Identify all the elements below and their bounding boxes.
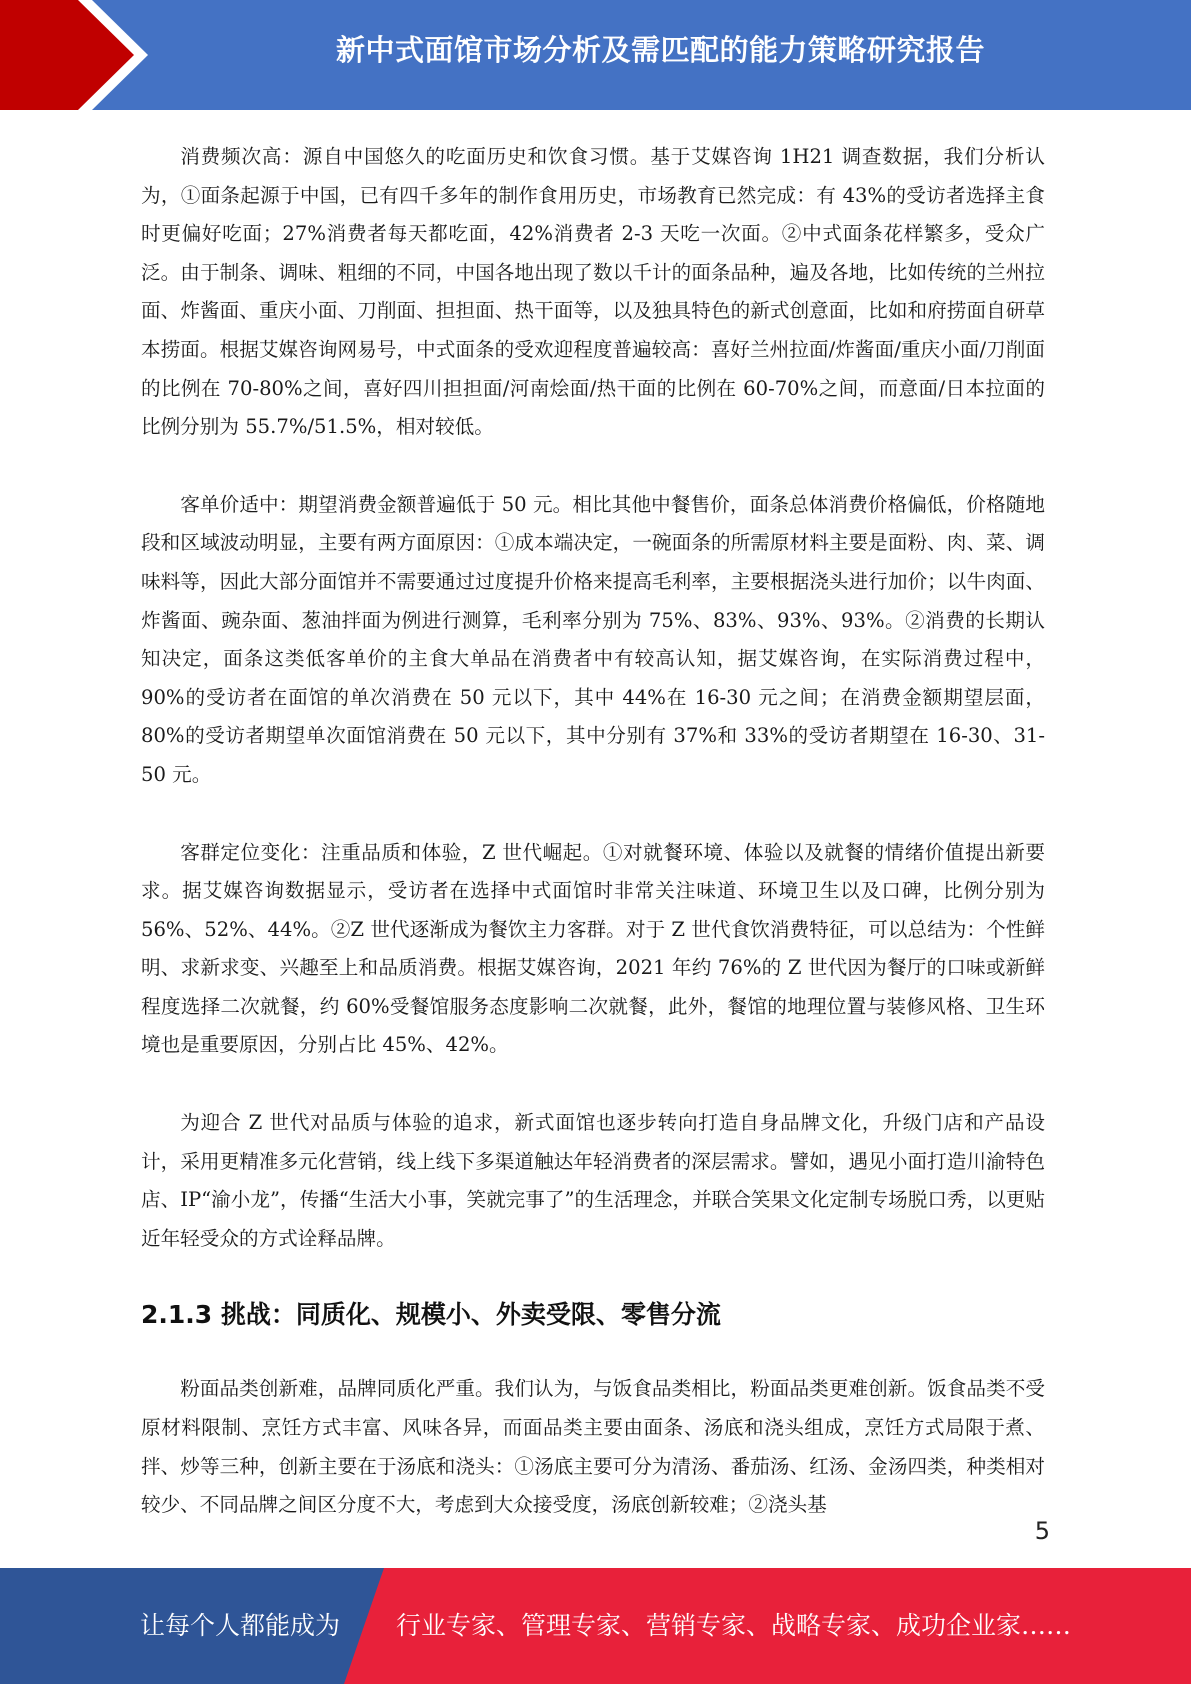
paragraph-average-ticket: 客单价适中：期望消费金额普遍低于 50 元。相比其他中餐售价，面条总体消费价格偏低，价格随地段和区域波动明显，主要有两方面原因：①成本端决定，一碗面条的所需原材料主要是面粉、肉、菜、调味料等，因此大部分面馆并不需要通过过度提升价格来提高毛利率，主要根据浇头进行加价；以牛肉面、炸酱面、豌杂面、葱油拌面为例进行测算，毛利率分别为 75%、83%、93%、93%。②消费的长期认知决定，面条这类低客单价的主食大单品在消费者中有较高认知，据艾媒咨询，在实际消费过程中，90%的受访者在面馆的单次消费在 50 元以下，其中 44%在 16-30 元之间；在消费金额期望层面，80%的受访者期望单次面馆消费在 50 元以下，其中分别有 37%和 33%的受访者期望在 16-30、31-50 元。 bbox=[141, 492, 1045, 786]
footer-slogan-left: 让每个人都能成为 bbox=[140, 1611, 341, 1640]
page-footer bbox=[0, 1568, 1191, 1684]
paragraph-brand-culture: 为迎合 Z 世代对品质与体验的追求，新式面馆也逐步转向打造自身品牌文化，升级门店和产品设计，采用更精准多元化营销，线上线下多渠道触达年轻消费者的深层需求。譬如，遇见小面打造川渝特色店、IP“渝小龙”，传播“生活大小事，笑就完事了”的生活理念，并联合笑果文化定制专场脱口秀，以更贴近年轻受众的方式诠释品牌。 bbox=[141, 1111, 1045, 1250]
report-title: 新中式面馆市场分析及需匹配的能力策略研究报告 bbox=[335, 33, 985, 67]
footer-slogan-right: 行业专家、管理专家、营销专家、战略专家、成功企业家…… bbox=[396, 1611, 1072, 1640]
paragraph-customer-positioning: 客群定位变化：注重品质和体验，Z 世代崛起。①对就餐环境、体验以及就餐的情绪价值提出新要求。据艾媒咨询数据显示，受访者在选择中式面馆时非常关注味道、环境卫生以及口碑，比例分别为 56%、52%、44%。②Z 世代逐渐成为餐饮主力客群。对于 Z 世代食饮消费特征，可以总结为：个性鲜明、求新求变、兴趣至上和品质消费。根据艾媒咨询，2021 年约 76%的 Z 世代因为餐厅的口味或新鲜程度选择二次就餐，约 60%受餐馆服务态度影响二次就餐，此外，餐馆的地理位置与装修风格、卫生环境也是重要原因，分别占比 45%、42%。 bbox=[141, 840, 1045, 1057]
paragraph-consumption-frequency: 消费频次高：源自中国悠久的吃面历史和饮食习惯。基于艾媒咨询 1H21 调查数据，我们分析认为，①面条起源于中国，已有四千多年的制作食用历史，市场教育已然完成：有 43%的受访者选择主食时更偏好吃面；27%消费者每天都吃面，42%消费者 2-3 天吃一次面。②中式面条花样繁多，受众广泛。由于制条、调味、粗细的不同，中国各地出现了数以千计的面条品种，遍及各地，比如传统的兰州拉面、炸酱面、重庆小面、刀削面、担担面、热干面等，以及独具特色的新式创意面，比如和府捞面自研草本捞面。根据艾媒咨询网易号，中式面条的受欢迎程度普遍较高：喜好兰州拉面/炸酱面/重庆小面/刀削面的比例在 70-80%之间，喜好四川担担面/河南烩面/热干面的比例在 60-70%之间，而意面/日本拉面的比例分别为 55.7%/51.5%，相对较低。 bbox=[141, 145, 1045, 439]
page-header bbox=[0, 0, 1191, 110]
section-heading-challenges: 2.1.3 挑战：同质化、规模小、外卖受限、零售分流 bbox=[141, 1300, 721, 1330]
page-content bbox=[141, 138, 1045, 1525]
page-number: 5 bbox=[1034, 1517, 1050, 1545]
paragraph-innovation-difficulty: 粉面品类创新难，品牌同质化严重。我们认为，与饭食品类相比，粉面品类更难创新。饭食品类不受原材料限制、烹饪方式丰富、风味各异，而面品类主要由面条、汤底和浇头组成，烹饪方式局限于煮、拌、炒等三种，创新主要在于汤底和浇头：①汤底主要可分为清汤、番茄汤、红汤、金汤四类，种类相对较少、不同品牌之间区分度不大，考虑到大众接受度，汤底创新较难；②浇头基 bbox=[141, 1377, 1045, 1517]
